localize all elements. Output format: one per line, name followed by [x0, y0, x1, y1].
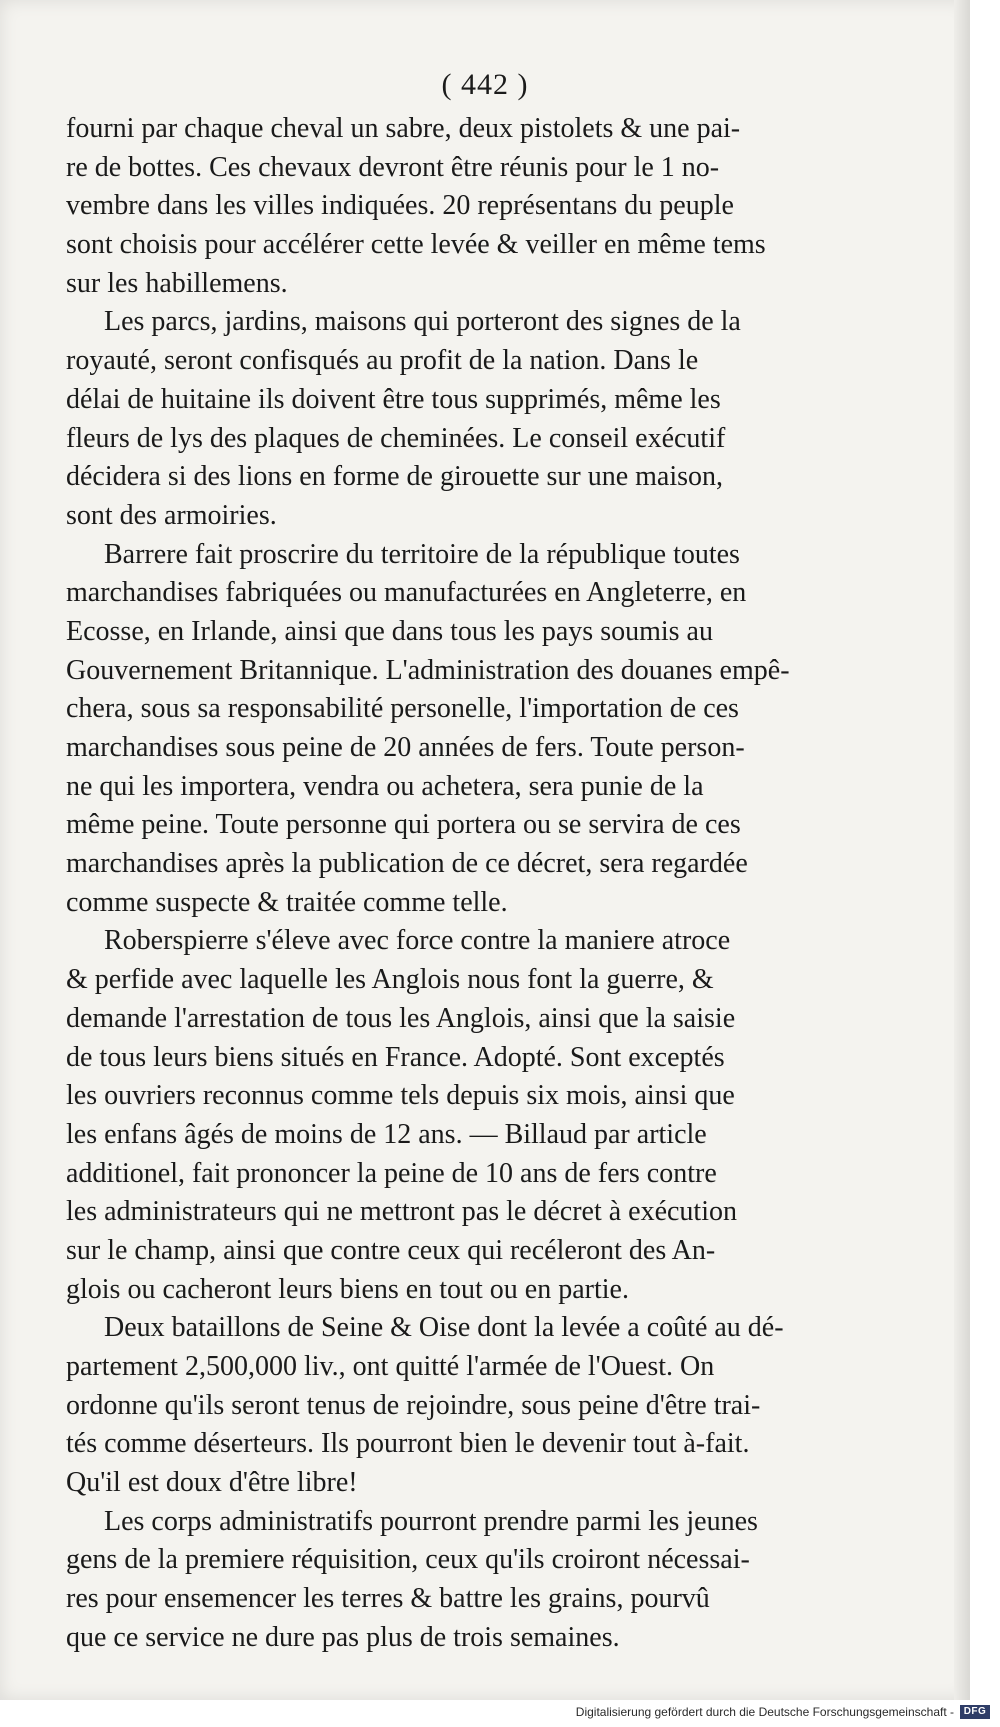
footer-bar	[0, 1700, 1000, 1727]
text-line: décidera si des lions en forme de girouette sur une maison,	[66, 461, 724, 493]
paragraph-start: Deux bataillons de Seine & Oise dont la levée a coûté au dé-	[104, 1312, 784, 1344]
text-line: marchandises après la publication de ce décret, sera regardée	[66, 848, 748, 880]
funding-credit: Digitalisierung gefördert durch die Deutsche Forschungsgemeinschaft -	[575, 1705, 954, 1719]
text-line: ne qui les importera, vendra ou achetera, sera punie de la	[66, 770, 704, 802]
text-line: les ouvriers reconnus comme tels depuis six mois, ainsi que	[66, 1080, 735, 1112]
text-line: de tous leurs biens situés en France. Adopté. Sont exceptés	[66, 1041, 725, 1073]
text-line: comme suspecte & traitée comme telle.	[66, 886, 508, 918]
text-line: chera, sous sa responsabilité personelle, l'importation de ces	[66, 693, 739, 725]
text-line: re de bottes. Ces chevaux devront être réunis pour le 1 no-	[66, 151, 720, 183]
text-line: délai de huitaine ils doivent être tous supprimés, même les	[66, 383, 721, 415]
text-line: Gouvernement Britannique. L'administration des douanes empê-	[66, 654, 790, 686]
text-line: res pour ensemencer les terres & battre les grains, pourvû	[66, 1583, 710, 1615]
text-line: les administrateurs qui ne mettront pas le décret à exécution	[66, 1196, 737, 1228]
paragraph-start: Les parcs, jardins, maisons qui porteront des signes de la	[104, 306, 741, 338]
text-line: partement 2,500,000 liv., ont quitté l'armée de l'Ouest. On	[66, 1351, 715, 1382]
text-line: que ce service ne dure pas plus de trois semaines.	[66, 1621, 620, 1653]
paragraph-start: Roberspierre s'éleve avec force contre la maniere atroce	[104, 925, 731, 957]
text-line: sont choisis pour accélérer cette levée & veiller en même tems	[66, 229, 766, 261]
text-line: les enfans âgés de moins de 12 ans. — Billaud par article	[66, 1118, 707, 1150]
text-line: fleurs de lys des plaques de cheminées. Le conseil exécutif	[66, 422, 726, 454]
text-line: ordonne qu'ils seront tenus de rejoindre, sous peine d'être trai-	[66, 1389, 761, 1421]
page-number: ( 442 )	[441, 68, 529, 101]
text-line: sont des armoiries.	[66, 499, 277, 531]
text-line: Ecosse, en Irlande, ainsi que dans tous les pays soumis au	[66, 615, 713, 647]
text-line: royauté, seront confisqués au profit de la nation. Dans le	[66, 345, 699, 377]
paragraph-start: Barrere fait proscrire du territoire de la république toutes	[104, 538, 740, 570]
body-text	[66, 110, 962, 1658]
text-line: marchandises fabriquées ou manufacturées en Angleterre, en	[66, 577, 747, 609]
paragraph-start: Les corps administratifs pourront prendre parmi les jeunes	[104, 1505, 758, 1537]
text-line: gens de la premiere réquisition, ceux qu'ils croiront nécessai-	[66, 1544, 750, 1576]
text-line: vembre dans les villes indiquées. 20 représentans du peuple	[66, 190, 734, 222]
text-line: Qu'il est doux d'être libre!	[66, 1467, 358, 1499]
text-line: glois ou cacheront leurs biens en tout ou en partie.	[66, 1273, 629, 1305]
dfg-logo: DFG	[960, 1705, 990, 1719]
text-line: fourni par chaque cheval un sabre, deux pistolets & une pai-	[66, 113, 741, 144]
text-line: sur les habillemens.	[66, 267, 288, 299]
text-line: tés comme déserteurs. Ils pourront bien le devenir tout à-fait.	[66, 1428, 750, 1460]
text-line: additionel, fait prononcer la peine de 10 ans de fers contre	[66, 1157, 717, 1189]
text-line: demande l'arrestation de tous les Anglois, ainsi que la saisie	[66, 1002, 736, 1034]
text-line: même peine. Toute personne qui portera ou se servira de ces	[66, 809, 741, 841]
text-line: sur le champ, ainsi que contre ceux qui recéleront des An-	[66, 1234, 716, 1266]
text-line: marchandises sous peine de 20 années de fers. Toute person-	[66, 732, 745, 763]
text-line: & perfide avec laquelle les Anglois nous font la guerre, &	[66, 964, 714, 996]
